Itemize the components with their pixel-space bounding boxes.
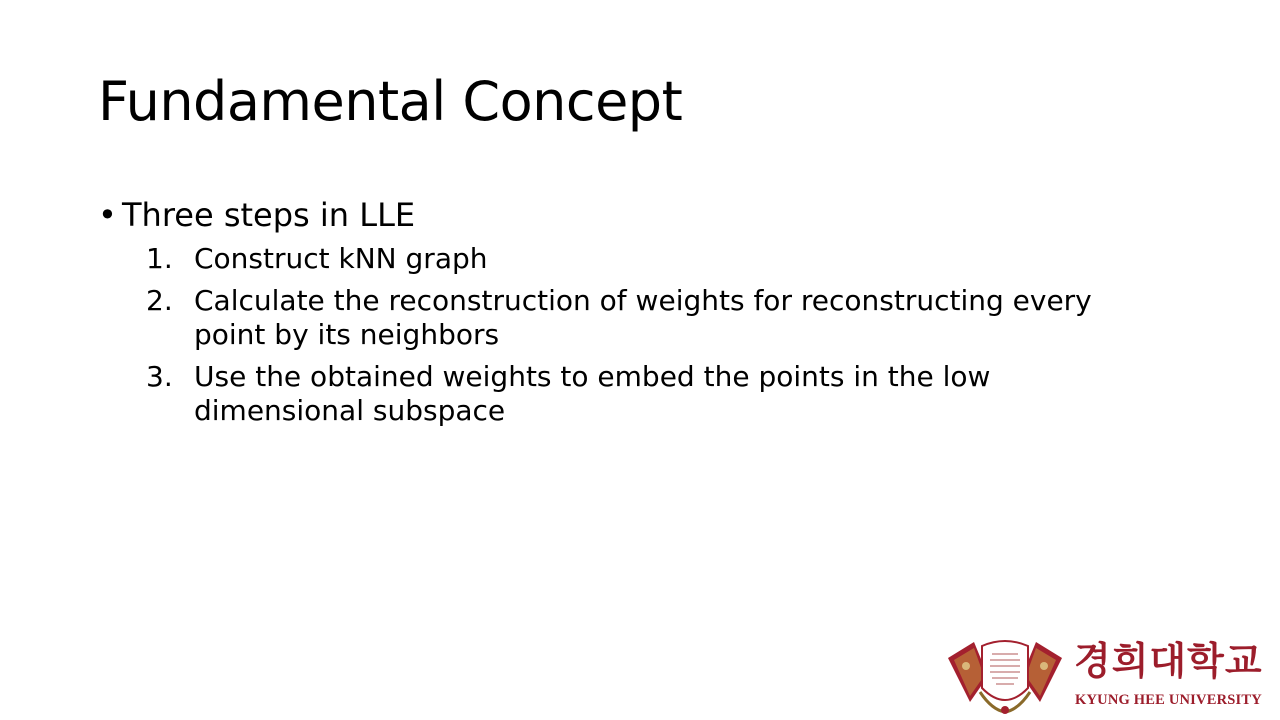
list-item (146, 284, 1146, 352)
step-number: 3. (146, 360, 173, 393)
step-text: Use the obtained weights to embed the points in the low dimensional subspace (194, 360, 991, 427)
bullet-marker: • (98, 196, 117, 234)
list-item (146, 242, 1146, 276)
step-text: Construct kNN graph (194, 242, 488, 275)
university-english-name: KYUNG HEE UNIVERSITY (1075, 692, 1262, 708)
list-item (146, 360, 1146, 428)
slide-title: Fundamental Concept (98, 70, 683, 133)
steps-list (146, 242, 1146, 436)
university-emblem-icon (944, 636, 1066, 716)
step-number: 1. (146, 242, 173, 275)
bullet-text: Three steps in LLE (122, 196, 416, 234)
university-korean-name: 경희대학교 (1074, 639, 1263, 683)
bullet-item (98, 196, 415, 234)
step-number: 2. (146, 284, 173, 317)
step-text: Calculate the reconstruction of weights for reconstructing every point by its neighbors (194, 284, 1092, 351)
university-logo (944, 636, 1270, 716)
